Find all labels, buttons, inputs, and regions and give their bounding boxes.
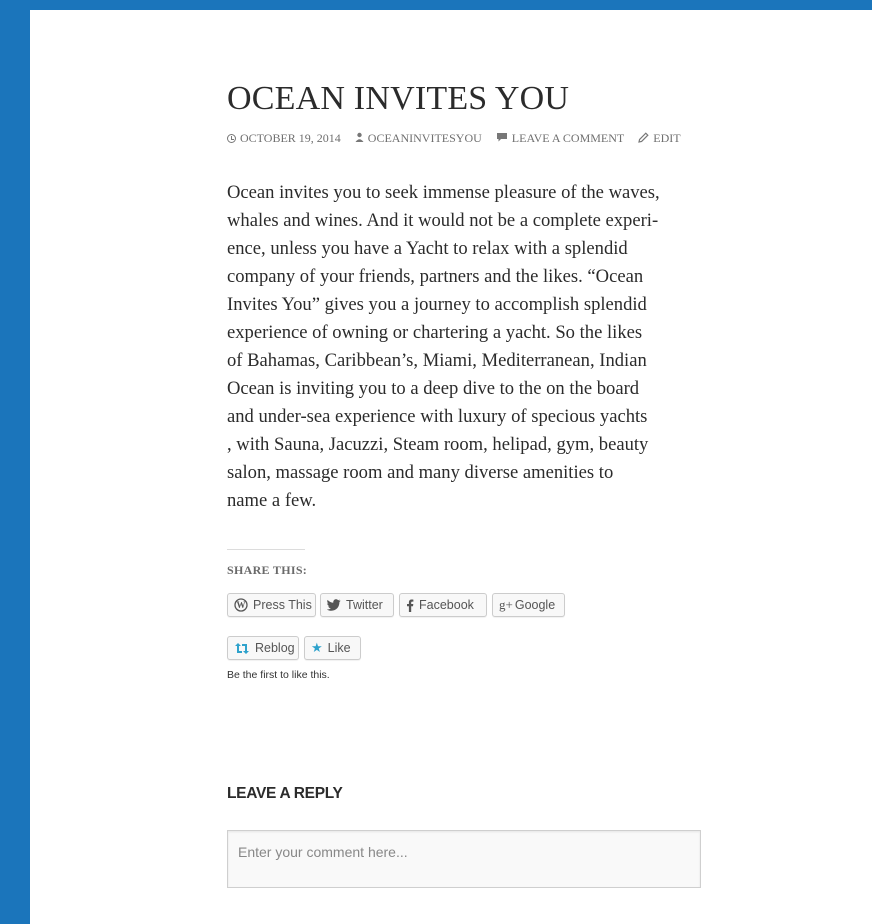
post-body-line: experience of owning or chartering a yacht. So the likes [227,322,643,343]
post-body-line: salon, massage room and many diverse amenities to [227,462,614,483]
wordpress-icon [234,598,248,612]
press-this-label: Press This [253,598,312,612]
post-title: OCEAN INVITES YOU [227,80,570,117]
leave-comment-link[interactable] [496,131,624,146]
comment-icon [496,132,508,145]
twitter-button[interactable] [320,593,394,617]
top-bar [0,0,872,10]
facebook-label: Facebook [419,598,474,612]
post-author-label: OCEANINVITESYOU [367,131,482,145]
reblog-icon [234,643,250,654]
clock-icon [227,134,236,143]
page [30,10,872,924]
svg-text:W: W [236,600,246,611]
post-body-line: and under-sea experience with luxury of specious yachts [227,406,648,427]
share-divider [227,549,305,550]
reblog-button[interactable] [227,636,299,660]
press-this-button[interactable] [227,593,316,617]
post-body-line: ence, unless you have a Yacht to relax with a splendid [227,238,628,259]
post-body-line: Ocean invites you to seek immense pleasure of the waves, [227,182,660,203]
post-meta [227,131,707,146]
twitter-icon [327,599,341,611]
star-icon: ★ [311,640,323,655]
edit-label: EDIT [653,131,681,145]
post-body-line: Ocean is inviting you to a deep dive to the on the board [227,378,640,399]
google-label: Google [514,598,556,612]
post-author[interactable] [355,131,482,146]
post-body-line: whales and wines. And it would not be a complete experi- [227,210,659,231]
post-body-line: , with Sauna, Jacuzzi, Steam room, helipad, gym, beauty [227,434,649,455]
facebook-icon [406,599,414,612]
twitter-label: Twitter [346,598,383,612]
leave-comment-label: LEAVE A COMMENT [511,131,625,145]
like-button[interactable] [304,636,361,660]
share-heading: SHARE THIS: [227,563,308,577]
pencil-icon [638,132,649,146]
facebook-button[interactable] [399,593,487,617]
user-icon [355,132,364,145]
post-date[interactable] [227,131,341,146]
post-body [227,179,703,515]
edit-link[interactable] [638,131,680,146]
post-date-label: OCTOBER 19, 2014 [240,131,341,145]
google-button[interactable] [492,593,565,617]
comment-input[interactable] [238,841,690,860]
post-body-line: company of your friends, partners and the likes. “Ocean [227,266,644,287]
like-label: Like [327,641,351,655]
comment-box[interactable] [227,830,701,888]
reply-heading: LEAVE A REPLY [227,785,343,802]
likes-note: Be the first to like this. [227,669,330,681]
post-body-line: of Bahamas, Caribbean’s, Miami, Mediterranean, Indian [227,350,647,371]
post-body-line: name a few. [227,490,317,511]
reblog-label: Reblog [255,641,295,655]
google-plus-icon: g+ [499,597,513,612]
post-body-line: Invites You” gives you a journey to accomplish splendid [227,294,647,315]
